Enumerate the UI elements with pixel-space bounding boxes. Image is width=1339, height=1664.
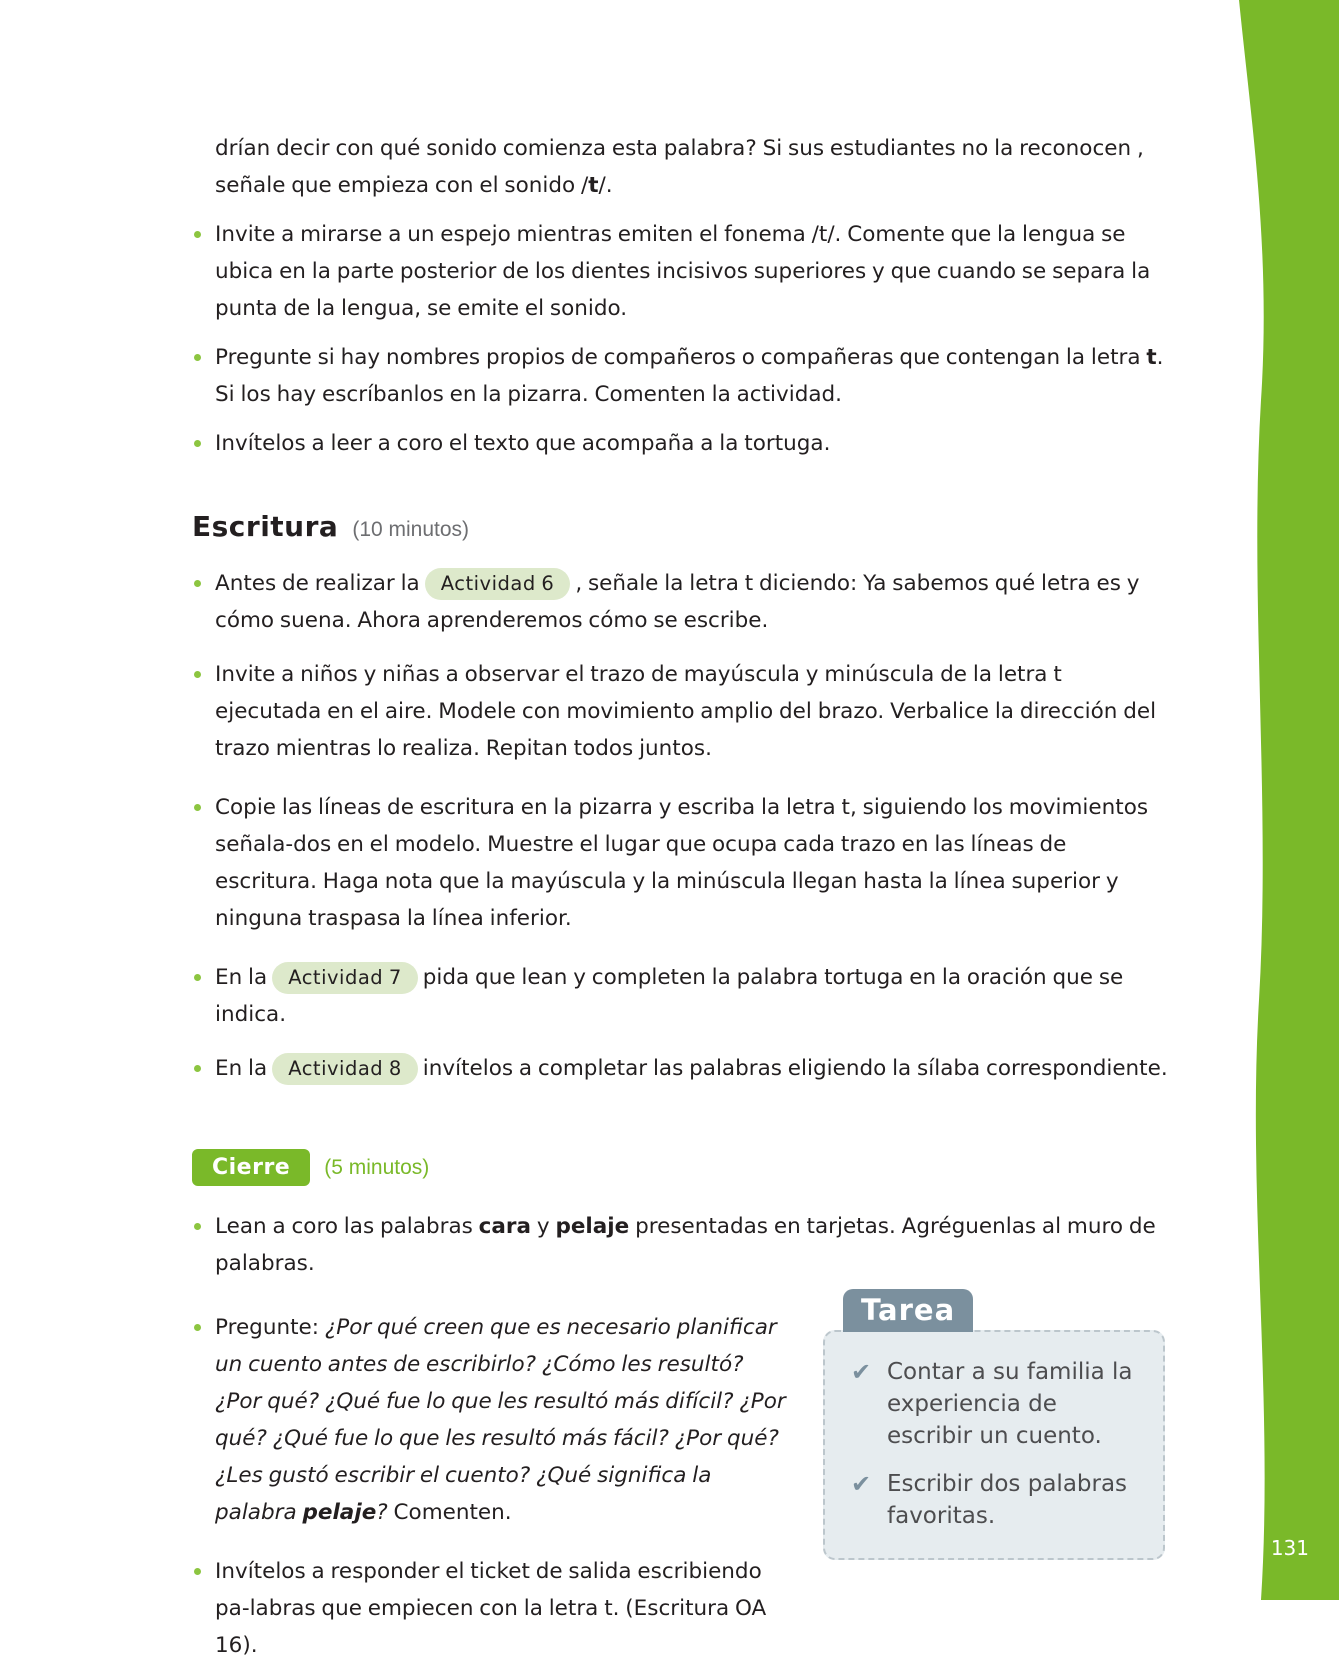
escritura-duration: (10 minutos) [352, 518, 470, 541]
tarea-title: Tarea [843, 1289, 973, 1332]
cierre-left-column [192, 1297, 787, 1664]
escritura-title: Escritura [192, 510, 339, 543]
page-content [192, 130, 1169, 1664]
actividad-6-badge: Actividad 6 [425, 568, 571, 600]
tarea-box [823, 1289, 1165, 1664]
intro-bullet-leer: Invítelos a leer a coro el texto que acompaña a la tortuga. [192, 425, 1169, 462]
escritura-bullet-actividad-8: En la Actividad 8 invítelos a completar las palabras eligiendo la sílaba correspondiente. [192, 1050, 1169, 1087]
escritura-bullet-copie: Copie las líneas de escritura en la pizarra y escriba la letra t, siguiendo los movimientos señala-dos en el modelo. Muestre el lugar que ocupa cada trazo en las líneas de escritura. Haga nota que la mayúscula y la minúscula llegan hasta la línea superior y ninguna traspasa la línea inferior. [192, 789, 1169, 937]
intro-bullet-nombres: Pregunte si hay nombres propios de compañeros o compañeras que contengan la letra t. Si los hay escríbanlos en la pizarra. Comenten la actividad. [192, 339, 1169, 413]
escritura-bullet-actividad-6: Antes de realizar la Actividad 6 , señale la letra t diciendo: Ya sabemos qué letra es y cómo suena. Ahora aprenderemos cómo se escribe. [192, 565, 1169, 639]
green-side-band [1239, 0, 1339, 1600]
cierre-badge: Cierre [192, 1149, 310, 1186]
cierre-heading [192, 1149, 1169, 1186]
actividad-7-badge: Actividad 7 [272, 962, 418, 994]
tarea-content [823, 1330, 1165, 1560]
tarea-item: ✔ Escribir dos palabras favoritas. [851, 1468, 1143, 1532]
cierre-duration: (5 minutos) [324, 1155, 430, 1179]
escritura-bullet-trazo: Invite a niños y niñas a observar el trazo de mayúscula y minúscula de la letra t ejecutada en el aire. Modele con movimiento amplio del brazo. Verbalice la dirección del trazo mientras lo realiza. Repitan todos juntos. [192, 656, 1169, 767]
tarea-item: ✔ Contar a su familia la experiencia de escribir un cuento. [851, 1356, 1143, 1452]
intro-continuation: drían decir con qué sonido comienza esta palabra? Si sus estudiantes no la reconocen , señale que empieza con el sonido /t/. [215, 136, 1144, 198]
checkmark-icon: ✔ [851, 1470, 872, 1498]
checkmark-icon: ✔ [851, 1358, 872, 1386]
intro-bullet-espejo: Invite a mirarse a un espejo mientras emiten el fonema /t/. Comente que la lengua se ubica en la parte posterior de los dientes incisivos superiores y que cuando se separa la punta de la lengua, se emite el sonido. [192, 216, 1169, 327]
cierre-bullet-palabras: Lean a coro las palabras cara y pelaje presentadas en tarjetas. Agréguenlas al muro de palabras. [192, 1208, 1169, 1282]
escritura-heading [192, 510, 1169, 543]
escritura-bullet-actividad-7: En la Actividad 7 pida que lean y completen la palabra tortuga en la oración que se indica. [192, 959, 1169, 1033]
cierre-two-column [192, 1293, 1169, 1664]
cierre-bullet-ticket: Invítelos a responder el ticket de salida escribiendo pa-labras que empiecen con la letra t. (Escritura OA 16). [192, 1553, 787, 1664]
page-number: 131 [1270, 1536, 1309, 1560]
cierre-bullet-pregunte: Pregunte: ¿Por qué creen que es necesario planificar un cuento antes de escribirlo? ¿Cómo les resultó? ¿Por qué? ¿Qué fue lo que les resultó más difícil? ¿Por qué? ¿Qué fue lo que les resultó más fácil? ¿Por qué? ¿Les gustó escribir el cuento? ¿Qué significa la palabra pelaje? Comenten. [192, 1309, 787, 1531]
actividad-8-badge: Actividad 8 [272, 1053, 418, 1085]
